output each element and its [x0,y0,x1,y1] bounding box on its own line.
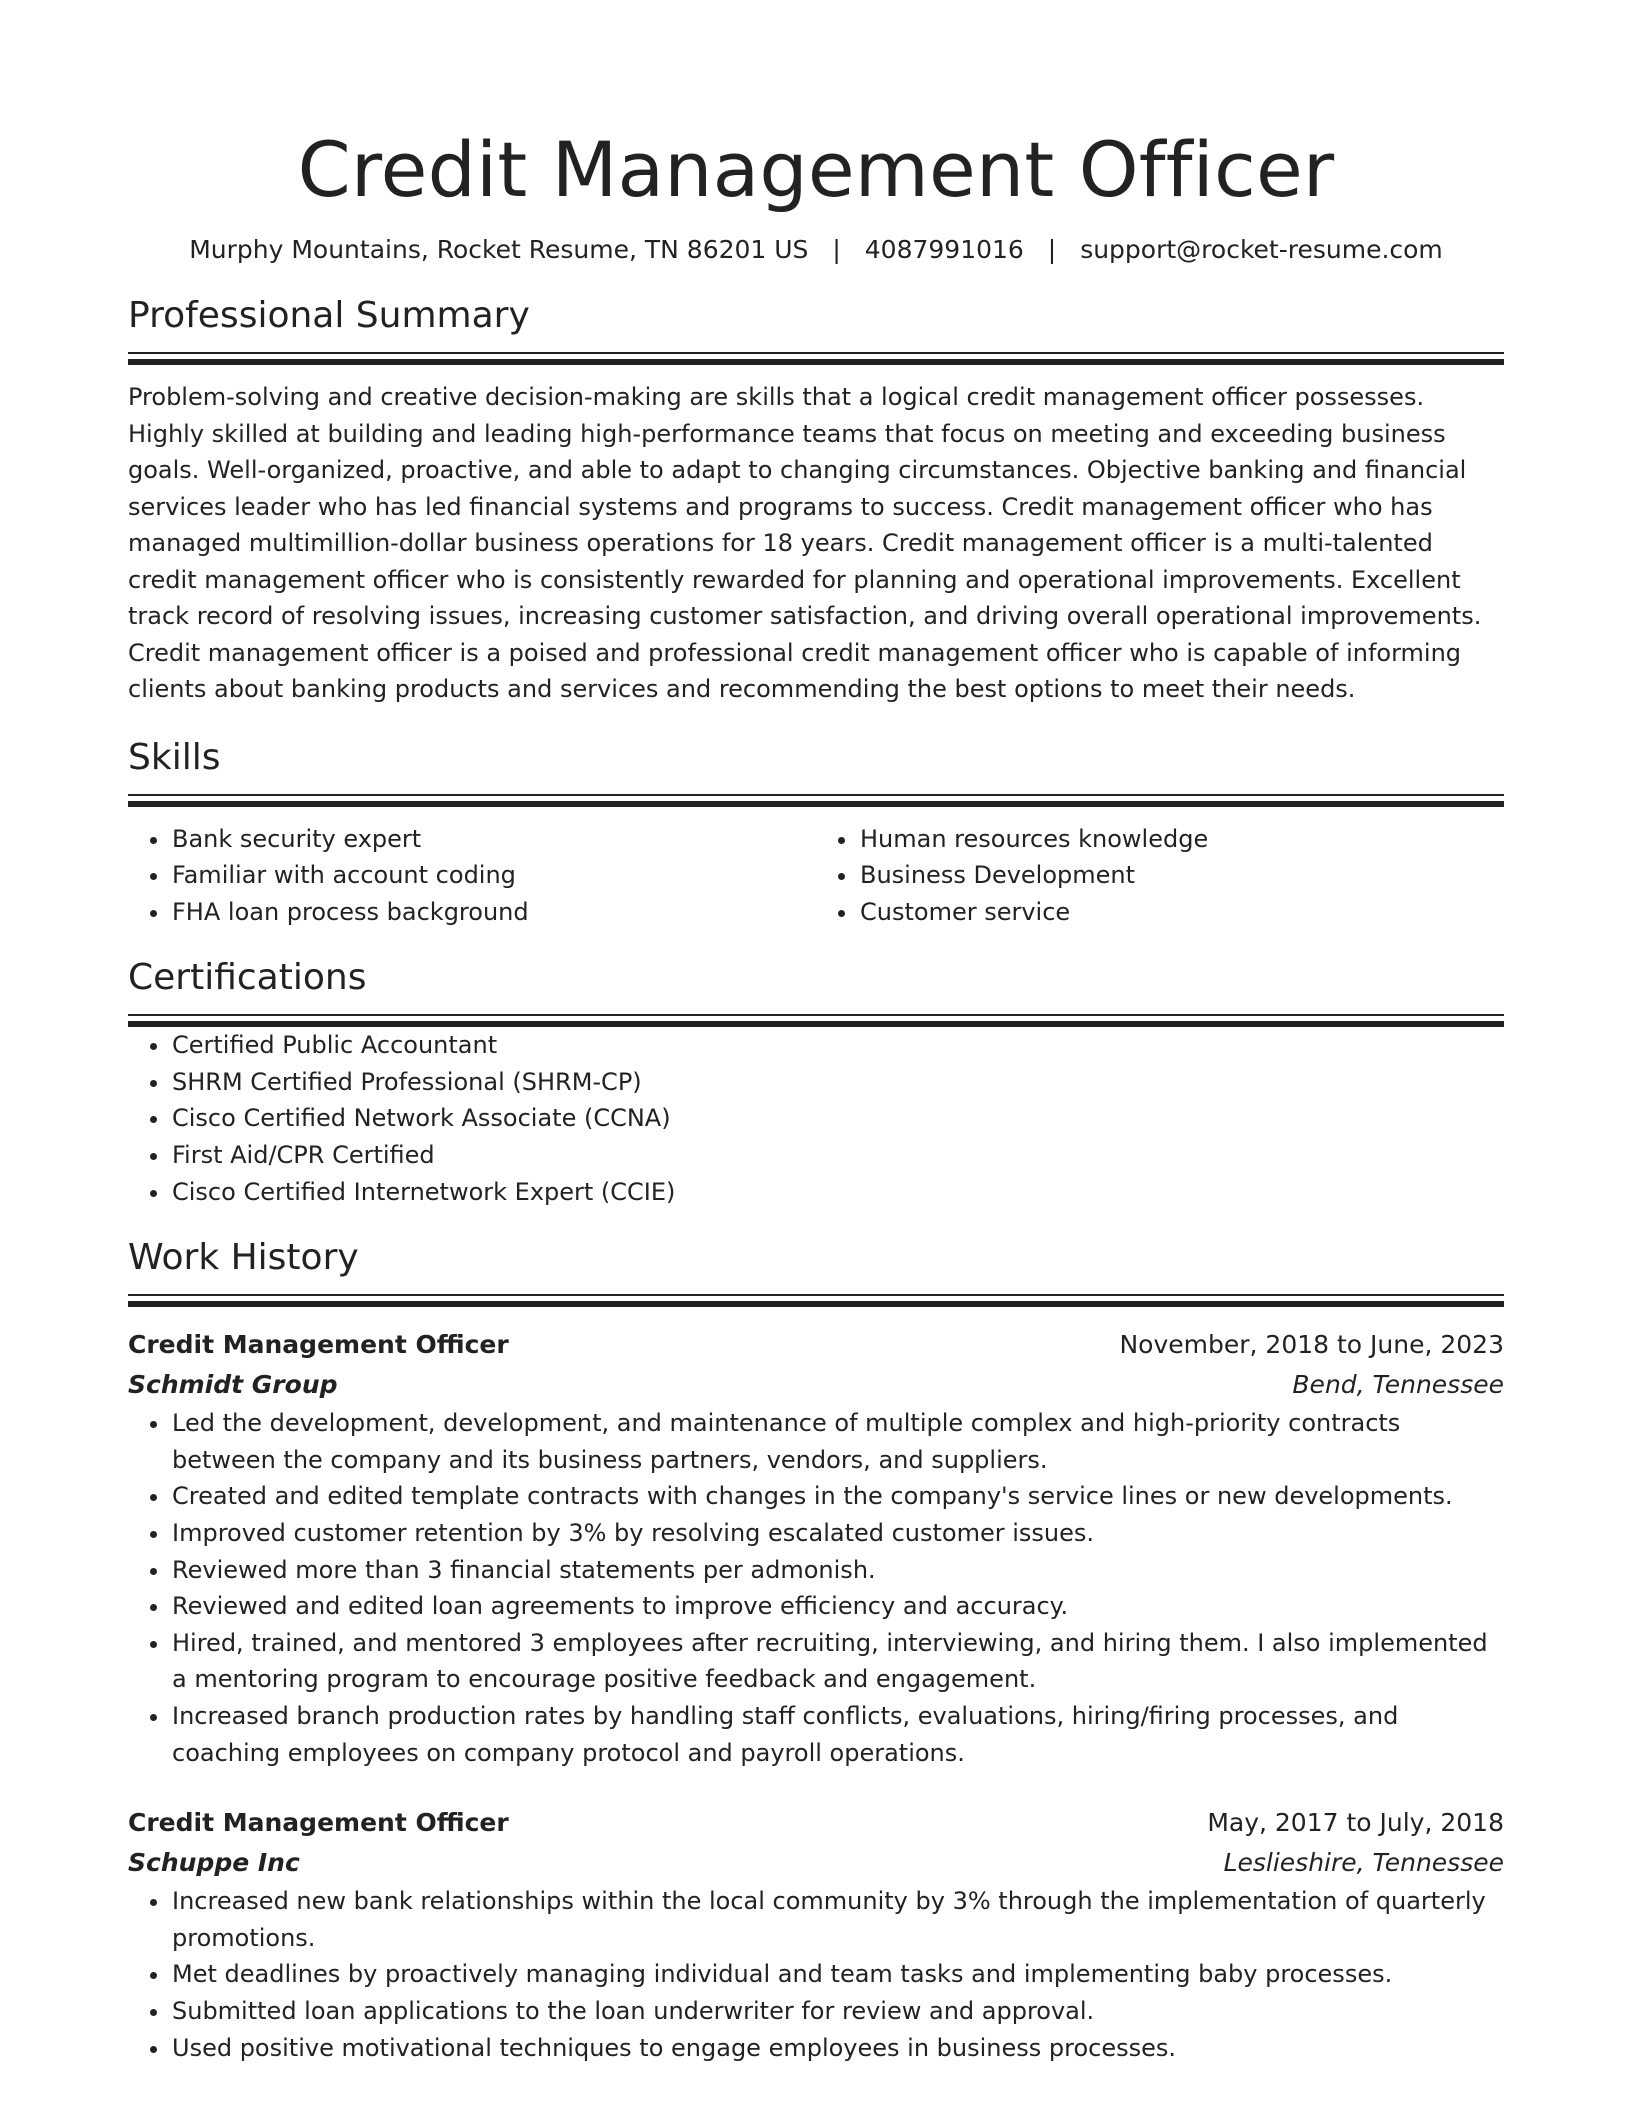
job-duty-item: • Used positive motivational techniques to engage employees in business processes. [171,2030,1504,2067]
job-title: Credit Management Officer [128,1330,509,1360]
section-title-skills: Skills [128,736,221,778]
job-entry [128,1325,1504,1771]
summary-section [128,290,1504,708]
resume-content [128,116,1504,2066]
job-location: Bend, Tennessee [1292,1370,1504,1400]
contact-email: support@rocket-resume.com [1080,235,1443,264]
skills-section [128,732,1504,931]
skill-item: • Bank security expert [171,821,816,858]
job-duty-item: • Created and edited template contracts with changes in the company's service lines or new developments. [171,1478,1504,1515]
job-duty-item: • Hired, trained, and mentored 3 employees after recruiting, interviewing, and hiring them. I also implemented a mentoring program to encourage positive feedback and engagement. [171,1625,1504,1698]
section-divider-thick [128,1301,1504,1307]
certifications-section [128,952,1504,1210]
skills-list-left [128,821,816,931]
resume-title: Credit Management Officer [297,125,1335,214]
job-header-row [128,1325,1504,1365]
job-header-row [128,1803,1504,1843]
certification-item: • Certified Public Accountant [171,1027,1504,1064]
skills-grid [128,821,1504,931]
certifications-list [128,1027,1504,1210]
skill-item: • Human resources knowledge [859,821,1504,858]
section-divider [128,1014,1504,1016]
section-divider [128,794,1504,796]
certification-item: • First Aid/CPR Certified [171,1137,1504,1174]
skill-item: • Business Development [859,857,1504,894]
contact-separator: | [832,235,841,264]
certification-item: • SHRM Certified Professional (SHRM-CP) [171,1064,1504,1101]
job-duties-list [128,1883,1504,2066]
work-history-section [128,1232,1504,2066]
skills-list-right [816,821,1504,931]
contact-phone: 4087991016 [864,235,1024,264]
contact-line [128,232,1504,268]
job-location: Leslieshire, Tennessee [1223,1848,1504,1878]
job-dates: May, 2017 to July, 2018 [1207,1808,1504,1838]
skill-item: • Customer service [859,894,1504,931]
job-company-row [128,1365,1504,1405]
job-duty-item: • Met deadlines by proactively managing individual and team tasks and implementing baby processes. [171,1956,1504,1993]
job-duty-item: • Increased branch production rates by handling staff conflicts, evaluations, hiring/firing processes, and coaching employees on company protocol and payroll operations. [171,1698,1504,1771]
contact-separator: | [1047,235,1057,264]
job-duty-item: • Led the development, development, and maintenance of multiple complex and high-priority contracts between the company and its business partners, vendors, and suppliers. [171,1405,1504,1478]
skills-column-left [128,821,816,931]
section-divider-thick [128,359,1504,365]
job-company: Schuppe Inc [128,1848,300,1878]
skill-item: • FHA loan process background [171,894,816,931]
certification-item: • Cisco Certified Internetwork Expert (CCIE) [171,1174,1504,1211]
job-duty-item: • Reviewed and edited loan agreements to improve efficiency and accuracy. [171,1588,1504,1625]
section-title-certifications: Certifications [128,957,367,999]
job-duties-list [128,1405,1504,1771]
job-duty-item: • Reviewed more than 3 financial statements per admonish. [171,1552,1504,1589]
job-entry [128,1803,1504,2066]
certification-item: • Cisco Certified Network Associate (CCNA) [171,1100,1504,1137]
skill-item: • Familiar with account coding [171,857,816,894]
section-divider [128,352,1504,354]
summary-text: Problem-solving and creative decision-making are skills that a logical credit management officer possesses. Highly skilled at building and leading high-performance teams that focus on meeting and exceeding business goals. Well-organized, proactive, and able to adapt to changing circumstances. Objective banking and financial services leader who has led financial systems and programs to success. Credit management officer who has managed multimillion-dollar business operations for 18 years. Credit management officer is a multi-talented credit management officer who is consistently rewarded for planning and operational improvements. Excellent track record of resolving issues, increasing customer satisfaction, and driving overall operational improvements. Credit management officer is a poised and professional credit management officer who is capable of informing clients about banking products and services and recommending the best options to meet their needs. [128,383,1482,703]
section-divider [128,1294,1504,1296]
job-company: Schmidt Group [128,1370,338,1400]
section-divider-thick [128,801,1504,807]
job-duty-item: • Increased new bank relationships within the local community by 3% through the implementation of quarterly promotions. [171,1883,1504,1956]
job-company-row [128,1843,1504,1883]
section-title-work-history: Work History [128,1237,359,1279]
job-duty-item: • Submitted loan applications to the loan underwriter for review and approval. [171,1993,1504,2030]
job-duty-item: • Improved customer retention by 3% by resolving escalated customer issues. [171,1515,1504,1552]
job-dates: November, 2018 to June, 2023 [1119,1330,1504,1360]
skills-column-right [816,821,1504,931]
section-title-summary: Professional Summary [128,295,530,336]
contact-address: Murphy Mountains, Rocket Resume, TN 86201 US [189,235,809,264]
job-title: Credit Management Officer [128,1808,509,1838]
